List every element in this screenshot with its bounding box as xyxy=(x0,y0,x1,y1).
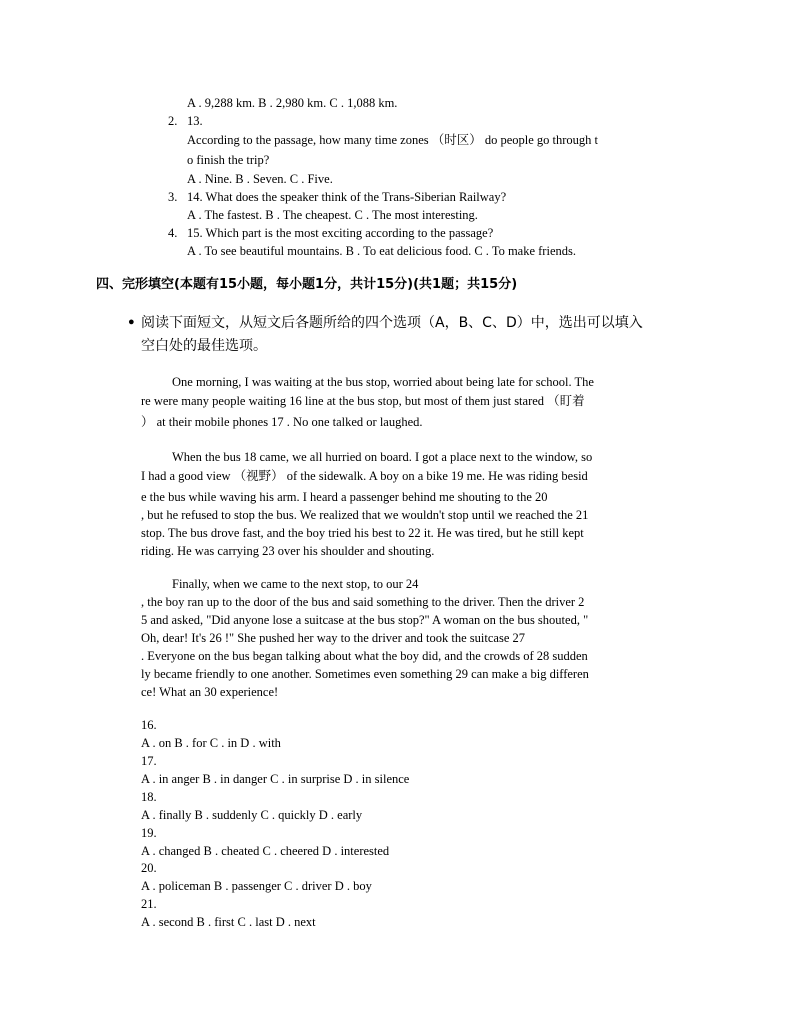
list-number: 3. xyxy=(168,190,178,204)
passage-p3-line: . Everyone on the bus began talking about what the boy did, and the crowds of 28 sudden xyxy=(141,649,588,663)
question-15-text: 15. Which part is the most exciting according to the passage? xyxy=(187,226,494,240)
question-options: A . finally B . suddenly C . quickly D . early xyxy=(141,808,363,822)
passage-p3-line: Finally, when we came to the next stop, to our 24 xyxy=(172,577,419,591)
question-options: A . in anger B . in danger C . in surprise D . in silence xyxy=(141,772,410,786)
passage-p1-line: ） at their mobile phones 17 . No one talked or laughed. xyxy=(141,415,423,429)
question-number: 16. xyxy=(141,718,157,732)
instruction-text-cont: 空白处的最佳选项。 xyxy=(141,338,267,354)
passage-p2-line: , but he refused to stop the bus. We realized that we wouldn't stop until we reached the 21 xyxy=(141,508,589,522)
passage-p3-line: ly became friendly to one another. Sometimes even something 29 can make a big differen xyxy=(141,667,589,681)
question-14-text: 14. What does the speaker think of the Trans-Siberian Railway? xyxy=(187,190,507,204)
passage-p3-line: , the boy ran up to the door of the bus and said something to the driver. Then the driver 2 xyxy=(141,595,585,609)
question-number: 21. xyxy=(141,897,157,911)
question-13-number: 13. xyxy=(187,114,203,128)
passage-p2-line: When the bus 18 came, we all hurried on board. I got a place next to the window, so xyxy=(172,450,593,464)
question-15-options: A . To see beautiful mountains. B . To eat delicious food. C . To make friends. xyxy=(187,244,576,258)
question-14-options: A . The fastest. B . The cheapest. C . The most interesting. xyxy=(187,208,478,222)
question-number: 18. xyxy=(141,790,157,804)
question-13-text: According to the passage, how many time zones （时区） do people go through t xyxy=(187,133,599,147)
question-options: A . policeman B . passenger C . driver D . boy xyxy=(141,879,372,893)
question-13-text-cont: o finish the trip? xyxy=(187,153,270,167)
list-number: 4. xyxy=(168,226,178,240)
passage-p2-line: I had a good view （视野） of the sidewalk. A boy on a bike 19 me. He was riding besid xyxy=(141,469,588,483)
passage-p2-line: stop. The bus drove fast, and the boy tried his best to 22 it. He was tired, but he still kept xyxy=(141,526,584,540)
question-options: A . second B . first C . last D . next xyxy=(141,915,316,929)
question-12-options: A . 9,288 km. B . 2,980 km. C . 1,088 km. xyxy=(187,96,398,110)
passage-p2-line: riding. He was carrying 23 over his shoulder and shouting. xyxy=(141,544,435,558)
bullet-icon: ● xyxy=(128,316,135,328)
passage-p1-line: re were many people waiting 16 line at the bus stop, but most of them just stared （盯着 xyxy=(141,394,585,408)
question-options: A . on B . for C . in D . with xyxy=(141,736,281,750)
section-heading: 四、完形填空(本题有15小题，每小题1分，共计15分)(共1题；共15分) xyxy=(96,277,518,292)
question-number: 17. xyxy=(141,754,157,768)
passage-p1-line: One morning, I was waiting at the bus stop, worried about being late for school. The xyxy=(172,375,594,389)
question-number: 19. xyxy=(141,826,157,840)
passage-p3-line: 5 and asked, "Did anyone lose a suitcase at the bus stop?" A woman on the bus shouted, " xyxy=(141,613,589,627)
question-options: A . changed B . cheated C . cheered D . interested xyxy=(141,844,390,858)
list-number: 2. xyxy=(168,114,178,128)
passage-p2-line: e the bus while waving his arm. I heard a passenger behind me shouting to the 20 xyxy=(141,490,548,504)
passage-p3-line: ce! What an 30 experience! xyxy=(141,685,279,699)
question-13-options: A . Nine. B . Seven. C . Five. xyxy=(187,172,333,186)
instruction-text: 阅读下面短文，从短文后各题所给的四个选项（A，B、C、D）中，选出可以填入 xyxy=(141,315,643,331)
passage-p3-line: Oh, dear! It's 26 !" She pushed her way to the driver and took the suitcase 27 xyxy=(141,631,525,645)
question-number: 20. xyxy=(141,861,157,875)
